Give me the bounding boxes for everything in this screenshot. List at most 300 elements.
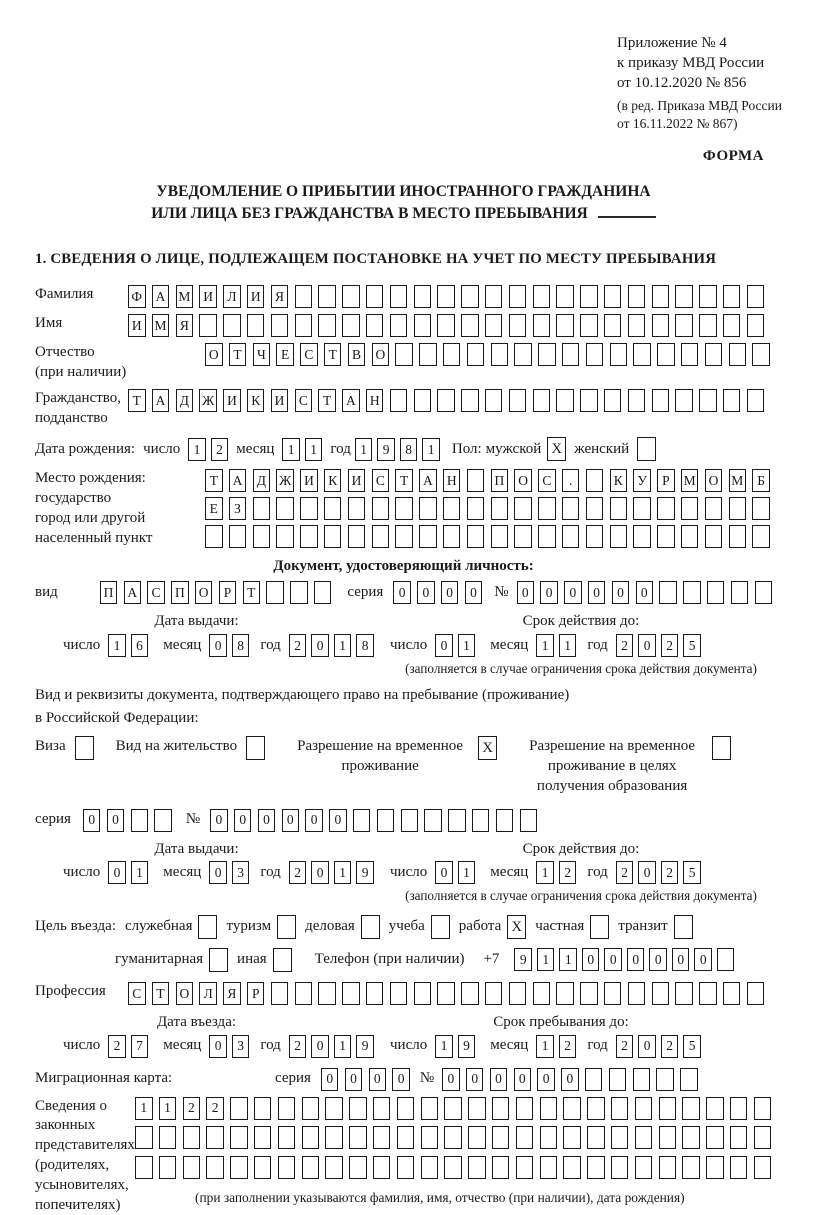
legal-reps-char-box[interactable]: [325, 1126, 343, 1149]
stay-year-box[interactable]: 2: [661, 1035, 679, 1058]
residence-expiry-month-box[interactable]: 1: [536, 861, 554, 884]
given-name-char-box[interactable]: [437, 314, 455, 337]
legal-reps-char-box[interactable]: [587, 1156, 605, 1179]
legal-reps-char-box[interactable]: [635, 1156, 653, 1179]
citizenship-char-box[interactable]: И: [271, 389, 289, 412]
surname-char-box[interactable]: И: [247, 285, 265, 308]
doc-number-box[interactable]: [707, 581, 725, 604]
surname-char-box[interactable]: [652, 285, 670, 308]
patronymic-char-box[interactable]: [467, 343, 485, 366]
birth-place-char-box[interactable]: [467, 525, 485, 548]
surname-char-box[interactable]: [295, 285, 313, 308]
legal-reps-char-box[interactable]: [183, 1156, 201, 1179]
profession-char-box[interactable]: [699, 982, 717, 1005]
doc-type-char-box[interactable]: А: [124, 581, 142, 604]
surname-char-box[interactable]: [628, 285, 646, 308]
patronymic-char-box[interactable]: [395, 343, 413, 366]
birth-place-char-box[interactable]: У: [633, 469, 651, 492]
entry-year-box[interactable]: 9: [356, 1035, 374, 1058]
birth-day-box[interactable]: 2: [211, 438, 229, 461]
birth-place-char-box[interactable]: [610, 497, 628, 520]
legal-reps-char-box[interactable]: [206, 1126, 224, 1149]
legal-reps-char-box[interactable]: [302, 1097, 320, 1120]
issue-day-box[interactable]: 6: [131, 634, 149, 657]
residence-issue-day-box[interactable]: 0: [108, 861, 126, 884]
doc-number-box[interactable]: [659, 581, 677, 604]
patronymic-char-box[interactable]: [514, 343, 532, 366]
patronymic-char-box[interactable]: [419, 343, 437, 366]
entry-day-box[interactable]: 7: [131, 1035, 149, 1058]
surname-char-box[interactable]: [533, 285, 551, 308]
doc-series-box[interactable]: 0: [465, 581, 483, 604]
legal-reps-char-box[interactable]: [468, 1097, 486, 1120]
residence-expiry-day-box[interactable]: 1: [458, 861, 476, 884]
gender-male-checkbox[interactable]: X: [547, 437, 566, 461]
birth-place-char-box[interactable]: [276, 497, 294, 520]
purpose-business-checkbox[interactable]: [361, 915, 380, 939]
stay-year-box[interactable]: 5: [683, 1035, 701, 1058]
legal-reps-char-box[interactable]: 2: [206, 1097, 224, 1120]
patronymic-char-box[interactable]: С: [300, 343, 318, 366]
birth-place-char-box[interactable]: [300, 497, 318, 520]
birth-year-box[interactable]: 1: [422, 438, 440, 461]
profession-char-box[interactable]: [652, 982, 670, 1005]
migration-series-box[interactable]: 0: [369, 1068, 387, 1091]
phone-digit-box[interactable]: 9: [514, 948, 532, 971]
expiry-month-box[interactable]: 1: [536, 634, 554, 657]
residence-number-box[interactable]: [520, 809, 538, 832]
profession-char-box[interactable]: С: [128, 982, 146, 1005]
citizenship-char-box[interactable]: И: [223, 389, 241, 412]
doc-type-char-box[interactable]: [266, 581, 284, 604]
given-name-char-box[interactable]: [533, 314, 551, 337]
phone-digit-box[interactable]: 0: [694, 948, 712, 971]
surname-char-box[interactable]: [414, 285, 432, 308]
legal-reps-char-box[interactable]: [159, 1156, 177, 1179]
citizenship-char-box[interactable]: [580, 389, 598, 412]
legal-reps-char-box[interactable]: [706, 1097, 724, 1120]
doc-type-char-box[interactable]: Т: [243, 581, 261, 604]
legal-reps-char-box[interactable]: [278, 1126, 296, 1149]
legal-reps-char-box[interactable]: [587, 1097, 605, 1120]
legal-reps-char-box[interactable]: [635, 1126, 653, 1149]
doc-type-char-box[interactable]: П: [100, 581, 118, 604]
profession-char-box[interactable]: [485, 982, 503, 1005]
residence-series-box[interactable]: [154, 809, 172, 832]
purpose-private-checkbox[interactable]: [590, 915, 609, 939]
birth-place-char-box[interactable]: [443, 525, 461, 548]
birth-month-box[interactable]: 1: [305, 438, 323, 461]
residence-number-box[interactable]: [448, 809, 466, 832]
patronymic-char-box[interactable]: [681, 343, 699, 366]
expiry-year-box[interactable]: 2: [661, 634, 679, 657]
profession-char-box[interactable]: [675, 982, 693, 1005]
profession-char-box[interactable]: [437, 982, 455, 1005]
citizenship-char-box[interactable]: [604, 389, 622, 412]
legal-reps-char-box[interactable]: [492, 1156, 510, 1179]
profession-char-box[interactable]: Я: [223, 982, 241, 1005]
legal-reps-char-box[interactable]: [468, 1156, 486, 1179]
citizenship-char-box[interactable]: [556, 389, 574, 412]
citizenship-char-box[interactable]: [390, 389, 408, 412]
citizenship-char-box[interactable]: [652, 389, 670, 412]
birth-place-char-box[interactable]: [348, 497, 366, 520]
birth-place-char-box[interactable]: [729, 525, 747, 548]
stay-year-box[interactable]: 0: [638, 1035, 656, 1058]
birth-place-char-box[interactable]: О: [705, 469, 723, 492]
citizenship-char-box[interactable]: Т: [318, 389, 336, 412]
legal-reps-char-box[interactable]: [659, 1097, 677, 1120]
temp-residence-checkbox[interactable]: X: [478, 736, 497, 760]
profession-char-box[interactable]: [342, 982, 360, 1005]
legal-reps-char-box[interactable]: [421, 1126, 439, 1149]
entry-year-box[interactable]: 1: [334, 1035, 352, 1058]
legal-reps-char-box[interactable]: [397, 1097, 415, 1120]
purpose-transit-checkbox[interactable]: [674, 915, 693, 939]
birth-place-char-box[interactable]: А: [419, 469, 437, 492]
birth-place-char-box[interactable]: Р: [657, 469, 675, 492]
legal-reps-char-box[interactable]: [682, 1126, 700, 1149]
surname-char-box[interactable]: [556, 285, 574, 308]
legal-reps-char-box[interactable]: [373, 1126, 391, 1149]
legal-reps-char-box[interactable]: [611, 1126, 629, 1149]
citizenship-char-box[interactable]: [699, 389, 717, 412]
purpose-other-checkbox[interactable]: [273, 948, 292, 972]
legal-reps-char-box[interactable]: [421, 1156, 439, 1179]
patronymic-char-box[interactable]: Ч: [253, 343, 271, 366]
legal-reps-char-box[interactable]: [421, 1097, 439, 1120]
phone-digit-box[interactable]: 1: [537, 948, 555, 971]
legal-reps-char-box[interactable]: [611, 1097, 629, 1120]
birth-place-char-box[interactable]: [562, 525, 580, 548]
birth-place-char-box[interactable]: [372, 525, 390, 548]
legal-reps-char-box[interactable]: [373, 1156, 391, 1179]
doc-series-box[interactable]: 0: [417, 581, 435, 604]
birth-place-char-box[interactable]: Н: [443, 469, 461, 492]
purpose-study-checkbox[interactable]: [431, 915, 450, 939]
entry-month-box[interactable]: 0: [209, 1035, 227, 1058]
legal-reps-char-box[interactable]: [397, 1156, 415, 1179]
birth-place-char-box[interactable]: А: [229, 469, 247, 492]
doc-number-box[interactable]: [683, 581, 701, 604]
legal-reps-char-box[interactable]: [730, 1097, 748, 1120]
birth-year-box[interactable]: 1: [355, 438, 373, 461]
birth-place-char-box[interactable]: М: [729, 469, 747, 492]
surname-char-box[interactable]: [461, 285, 479, 308]
birth-place-char-box[interactable]: [705, 497, 723, 520]
residence-series-box[interactable]: 0: [107, 809, 125, 832]
entry-month-box[interactable]: 3: [232, 1035, 250, 1058]
residence-issue-month-box[interactable]: 0: [209, 861, 227, 884]
birth-place-char-box[interactable]: К: [610, 469, 628, 492]
citizenship-char-box[interactable]: [437, 389, 455, 412]
entry-year-box[interactable]: 2: [289, 1035, 307, 1058]
birth-place-char-box[interactable]: [491, 525, 509, 548]
residence-number-box[interactable]: 0: [234, 809, 252, 832]
birth-place-char-box[interactable]: [253, 525, 271, 548]
surname-char-box[interactable]: [437, 285, 455, 308]
birth-place-char-box[interactable]: Д: [253, 469, 271, 492]
birth-place-char-box[interactable]: [253, 497, 271, 520]
birth-place-char-box[interactable]: [752, 525, 770, 548]
birth-place-char-box[interactable]: [348, 525, 366, 548]
gender-female-checkbox[interactable]: [637, 437, 656, 461]
given-name-char-box[interactable]: [509, 314, 527, 337]
legal-reps-char-box[interactable]: [206, 1156, 224, 1179]
doc-number-box[interactable]: 0: [636, 581, 654, 604]
legal-reps-char-box[interactable]: [754, 1097, 772, 1120]
residence-issue-year-box[interactable]: 9: [356, 861, 374, 884]
birth-year-box[interactable]: 9: [377, 438, 395, 461]
given-name-char-box[interactable]: [223, 314, 241, 337]
birth-day-box[interactable]: 1: [188, 438, 206, 461]
doc-number-box[interactable]: 0: [540, 581, 558, 604]
birth-place-char-box[interactable]: [514, 497, 532, 520]
stay-month-box[interactable]: 1: [536, 1035, 554, 1058]
residence-expiry-month-box[interactable]: 2: [559, 861, 577, 884]
birth-place-char-box[interactable]: [514, 525, 532, 548]
patronymic-char-box[interactable]: [586, 343, 604, 366]
birth-place-char-box[interactable]: Е: [205, 497, 223, 520]
legal-reps-char-box[interactable]: [540, 1156, 558, 1179]
surname-char-box[interactable]: [509, 285, 527, 308]
given-name-char-box[interactable]: [199, 314, 217, 337]
birth-place-char-box[interactable]: [205, 525, 223, 548]
profession-char-box[interactable]: [461, 982, 479, 1005]
legal-reps-char-box[interactable]: [563, 1156, 581, 1179]
surname-char-box[interactable]: [342, 285, 360, 308]
citizenship-char-box[interactable]: Н: [366, 389, 384, 412]
residence-number-box[interactable]: 0: [210, 809, 228, 832]
residence-number-box[interactable]: 0: [258, 809, 276, 832]
patronymic-char-box[interactable]: [657, 343, 675, 366]
legal-reps-char-box[interactable]: [397, 1126, 415, 1149]
given-name-char-box[interactable]: [366, 314, 384, 337]
citizenship-char-box[interactable]: [533, 389, 551, 412]
profession-char-box[interactable]: О: [176, 982, 194, 1005]
birth-place-char-box[interactable]: К: [324, 469, 342, 492]
birth-place-char-box[interactable]: [681, 525, 699, 548]
profession-char-box[interactable]: [556, 982, 574, 1005]
legal-reps-char-box[interactable]: [254, 1156, 272, 1179]
legal-reps-char-box[interactable]: [135, 1156, 153, 1179]
given-name-char-box[interactable]: [247, 314, 265, 337]
patronymic-char-box[interactable]: [562, 343, 580, 366]
legal-reps-char-box[interactable]: [444, 1156, 462, 1179]
migration-number-box[interactable]: 0: [466, 1068, 484, 1091]
residence-number-box[interactable]: [424, 809, 442, 832]
patronymic-char-box[interactable]: О: [205, 343, 223, 366]
legal-reps-char-box[interactable]: 1: [135, 1097, 153, 1120]
legal-reps-char-box[interactable]: [230, 1097, 248, 1120]
entry-day-box[interactable]: 2: [108, 1035, 126, 1058]
phone-digit-box[interactable]: [717, 948, 735, 971]
migration-number-box[interactable]: 0: [514, 1068, 532, 1091]
legal-reps-char-box[interactable]: [659, 1156, 677, 1179]
residence-number-box[interactable]: [496, 809, 514, 832]
birth-place-char-box[interactable]: [538, 525, 556, 548]
surname-char-box[interactable]: [580, 285, 598, 308]
given-name-char-box[interactable]: [342, 314, 360, 337]
purpose-work-checkbox[interactable]: X: [507, 915, 526, 939]
migration-number-box[interactable]: [633, 1068, 651, 1091]
expiry-year-box[interactable]: 2: [616, 634, 634, 657]
legal-reps-char-box[interactable]: [349, 1156, 367, 1179]
issue-year-box[interactable]: 0: [311, 634, 329, 657]
citizenship-char-box[interactable]: Ж: [199, 389, 217, 412]
birth-place-char-box[interactable]: [610, 525, 628, 548]
given-name-char-box[interactable]: [461, 314, 479, 337]
residence-series-box[interactable]: [131, 809, 149, 832]
birth-place-char-box[interactable]: И: [348, 469, 366, 492]
patronymic-char-box[interactable]: Е: [276, 343, 294, 366]
phone-digit-box[interactable]: 1: [559, 948, 577, 971]
legal-reps-char-box[interactable]: [278, 1156, 296, 1179]
issue-year-box[interactable]: 8: [356, 634, 374, 657]
birth-place-char-box[interactable]: [229, 525, 247, 548]
surname-char-box[interactable]: [699, 285, 717, 308]
expiry-year-box[interactable]: 0: [638, 634, 656, 657]
profession-char-box[interactable]: Л: [199, 982, 217, 1005]
birth-place-char-box[interactable]: [324, 525, 342, 548]
citizenship-char-box[interactable]: А: [152, 389, 170, 412]
doc-type-char-box[interactable]: О: [195, 581, 213, 604]
legal-reps-char-box[interactable]: [349, 1097, 367, 1120]
doc-series-box[interactable]: 0: [393, 581, 411, 604]
residence-number-box[interactable]: [472, 809, 490, 832]
birth-place-char-box[interactable]: Т: [395, 469, 413, 492]
given-name-char-box[interactable]: [675, 314, 693, 337]
legal-reps-char-box[interactable]: [754, 1156, 772, 1179]
legal-reps-char-box[interactable]: [278, 1097, 296, 1120]
phone-digit-box[interactable]: 0: [582, 948, 600, 971]
legal-reps-char-box[interactable]: [492, 1126, 510, 1149]
residence-expiry-year-box[interactable]: 5: [683, 861, 701, 884]
patronymic-char-box[interactable]: [633, 343, 651, 366]
birth-place-char-box[interactable]: Ж: [276, 469, 294, 492]
surname-char-box[interactable]: Я: [271, 285, 289, 308]
profession-char-box[interactable]: [414, 982, 432, 1005]
birth-place-char-box[interactable]: [705, 525, 723, 548]
birth-place-char-box[interactable]: [586, 497, 604, 520]
issue-year-box[interactable]: 1: [334, 634, 352, 657]
expiry-day-box[interactable]: 0: [435, 634, 453, 657]
surname-char-box[interactable]: Ф: [128, 285, 146, 308]
given-name-char-box[interactable]: [699, 314, 717, 337]
birth-place-char-box[interactable]: [562, 497, 580, 520]
doc-number-box[interactable]: 0: [612, 581, 630, 604]
citizenship-char-box[interactable]: [414, 389, 432, 412]
patronymic-char-box[interactable]: [538, 343, 556, 366]
profession-char-box[interactable]: [628, 982, 646, 1005]
patronymic-char-box[interactable]: В: [348, 343, 366, 366]
doc-number-box[interactable]: 0: [588, 581, 606, 604]
legal-reps-char-box[interactable]: [492, 1097, 510, 1120]
migration-series-box[interactable]: 0: [321, 1068, 339, 1091]
residence-issue-year-box[interactable]: 1: [334, 861, 352, 884]
legal-reps-char-box[interactable]: [730, 1156, 748, 1179]
given-name-char-box[interactable]: [485, 314, 503, 337]
migration-number-box[interactable]: 0: [490, 1068, 508, 1091]
doc-type-char-box[interactable]: [290, 581, 308, 604]
doc-type-char-box[interactable]: Р: [219, 581, 237, 604]
migration-number-box[interactable]: [585, 1068, 603, 1091]
legal-reps-char-box[interactable]: [302, 1126, 320, 1149]
given-name-char-box[interactable]: [723, 314, 741, 337]
patronymic-char-box[interactable]: [752, 343, 770, 366]
stay-year-box[interactable]: 2: [616, 1035, 634, 1058]
legal-reps-char-box[interactable]: [563, 1126, 581, 1149]
citizenship-char-box[interactable]: [723, 389, 741, 412]
legal-reps-char-box[interactable]: [516, 1156, 534, 1179]
citizenship-char-box[interactable]: [675, 389, 693, 412]
expiry-year-box[interactable]: 5: [683, 634, 701, 657]
profession-char-box[interactable]: [295, 982, 313, 1005]
surname-char-box[interactable]: [390, 285, 408, 308]
entry-year-box[interactable]: 0: [311, 1035, 329, 1058]
surname-char-box[interactable]: [675, 285, 693, 308]
given-name-char-box[interactable]: [604, 314, 622, 337]
phone-digit-box[interactable]: 0: [627, 948, 645, 971]
legal-reps-char-box[interactable]: [659, 1126, 677, 1149]
profession-char-box[interactable]: [271, 982, 289, 1005]
residence-issue-year-box[interactable]: 2: [289, 861, 307, 884]
citizenship-char-box[interactable]: Т: [128, 389, 146, 412]
surname-char-box[interactable]: [485, 285, 503, 308]
surname-char-box[interactable]: А: [152, 285, 170, 308]
birth-place-char-box[interactable]: [324, 497, 342, 520]
patronymic-char-box[interactable]: [705, 343, 723, 366]
birth-place-char-box[interactable]: [443, 497, 461, 520]
citizenship-char-box[interactable]: [747, 389, 765, 412]
patronymic-char-box[interactable]: [443, 343, 461, 366]
birth-place-char-box[interactable]: П: [491, 469, 509, 492]
legal-reps-char-box[interactable]: [468, 1126, 486, 1149]
citizenship-char-box[interactable]: А: [342, 389, 360, 412]
visa-checkbox[interactable]: [75, 736, 94, 760]
residence-number-box[interactable]: [401, 809, 419, 832]
birth-place-char-box[interactable]: [419, 525, 437, 548]
birth-place-char-box[interactable]: [372, 497, 390, 520]
residence-issue-month-box[interactable]: 3: [232, 861, 250, 884]
birth-place-char-box[interactable]: .: [562, 469, 580, 492]
legal-reps-char-box[interactable]: [540, 1097, 558, 1120]
legal-reps-char-box[interactable]: [563, 1097, 581, 1120]
given-name-char-box[interactable]: [390, 314, 408, 337]
given-name-char-box[interactable]: [652, 314, 670, 337]
legal-reps-char-box[interactable]: [611, 1156, 629, 1179]
citizenship-char-box[interactable]: С: [295, 389, 313, 412]
stay-day-box[interactable]: 9: [458, 1035, 476, 1058]
citizenship-char-box[interactable]: К: [247, 389, 265, 412]
profession-char-box[interactable]: Т: [152, 982, 170, 1005]
migration-series-box[interactable]: 0: [392, 1068, 410, 1091]
given-name-char-box[interactable]: [295, 314, 313, 337]
citizenship-char-box[interactable]: [628, 389, 646, 412]
doc-number-box[interactable]: 0: [517, 581, 535, 604]
profession-char-box[interactable]: Р: [247, 982, 265, 1005]
surname-char-box[interactable]: [604, 285, 622, 308]
surname-char-box[interactable]: [366, 285, 384, 308]
legal-reps-char-box[interactable]: [254, 1097, 272, 1120]
birth-place-char-box[interactable]: [657, 497, 675, 520]
temp-residence-education-checkbox[interactable]: [712, 736, 731, 760]
migration-number-box[interactable]: [656, 1068, 674, 1091]
legal-reps-char-box[interactable]: [730, 1126, 748, 1149]
birth-place-char-box[interactable]: [395, 525, 413, 548]
legal-reps-char-box[interactable]: [230, 1156, 248, 1179]
birth-place-char-box[interactable]: Т: [205, 469, 223, 492]
